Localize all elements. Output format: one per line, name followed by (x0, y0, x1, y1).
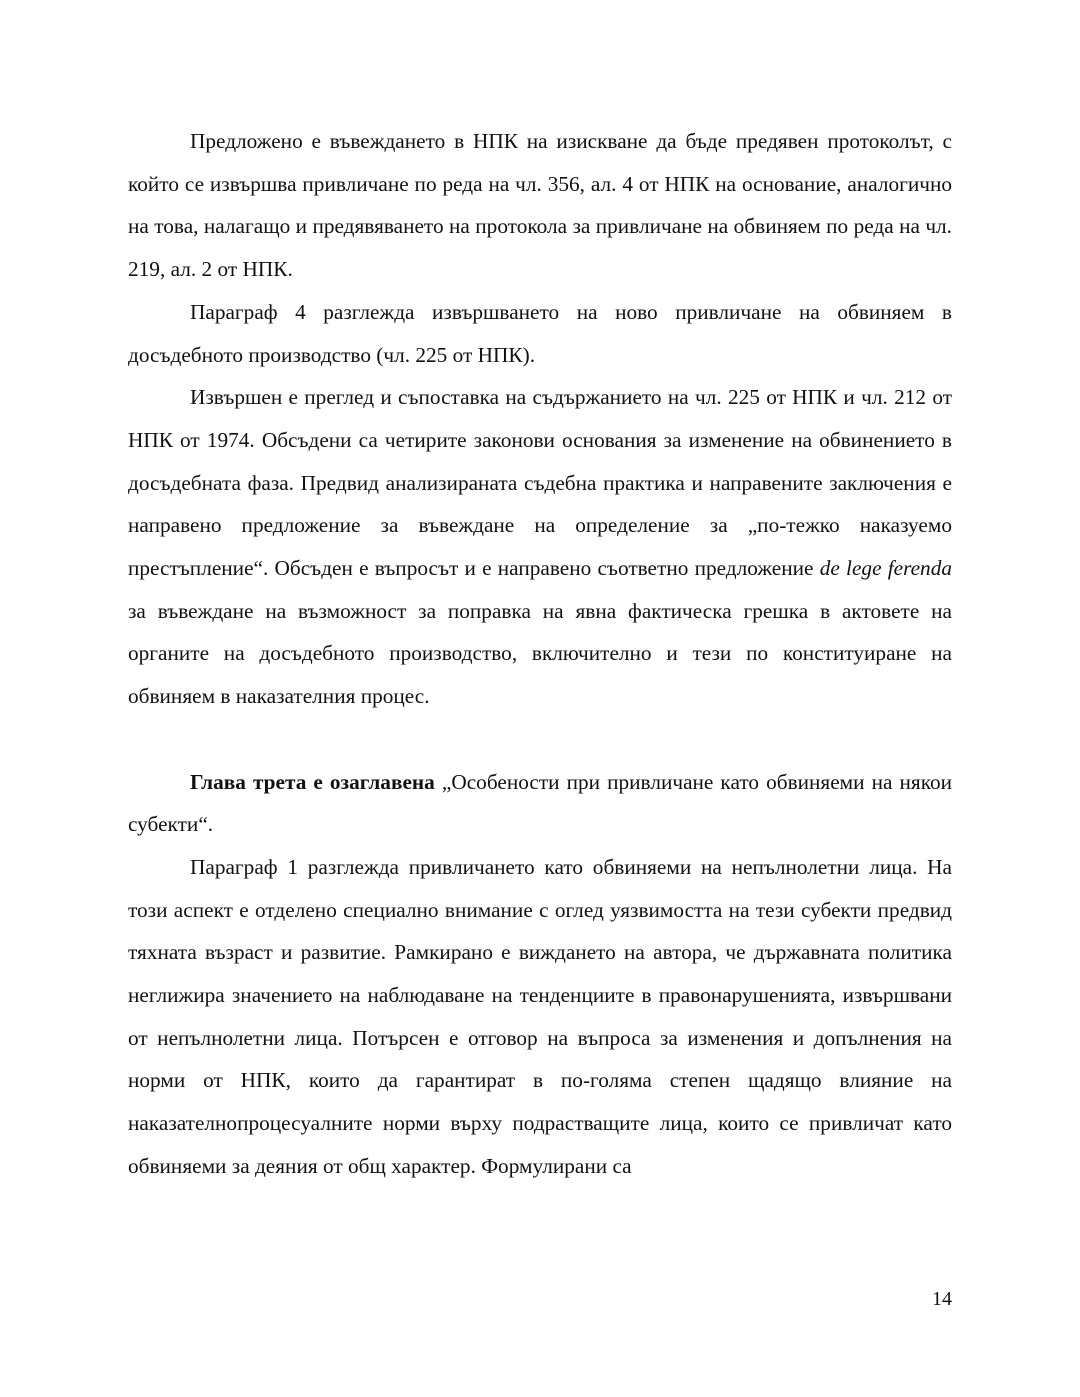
latin-phrase: de lege ferenda (819, 556, 952, 581)
paragraph-3-lead: Извършен е преглед и съпоставка на съдържанието на чл. 225 от НПК и чл. 212 от НПК от 1974. Обсъдени са четирите законови основания за изменение на обвинението в досъдебната фаза. Предвид анализираната съдебна практика и направените заключения е направено предложение за въвеждане на определение за „по-тежко наказуемо престъпление“. Обсъден е въпросът и е направено съответно предложение (128, 385, 952, 581)
paragraph-3-tail: за въвеждане на възможност за поправка на явна фактическа грешка в актовете на органите на досъдебното производство, включително и тези по конституиране на обвиняем в наказателния процес. (128, 598, 952, 709)
paragraph-2: Параграф 4 разглежда извършването на ново привличане на обвиняем в досъдебното производство (чл. 225 от НПК). (128, 299, 952, 367)
paragraph-3 (128, 376, 952, 718)
paragraph-1: Предложено е въвеждането в НПК на изискване да бъде предявен протоколът, с който се извършва привличане по реда на чл. 356, ал. 4 от НПК на основание, аналогично на това, налагащо и предявяването на протокола за привличане на обвиняем по реда на чл. 219, ал. 2 от НПК. (128, 129, 952, 282)
chapter-three-label: Глава трета е озаглавена (190, 769, 435, 794)
paragraph-5: Параграф 1 разглежда привличането като обвиняеми на непълнолетни лица. На този аспект е отделено специално внимание с оглед уязвимостта на тези субекти предвид тяхната възраст и развитие. Рамкирано е виждането на автора, че държавната политика неглижира значението на наблюдаване на тенденциите в правонарушенията, извършвани от непълнолетни лица. Потърсен е отговор на въпроса за изменения и допълнения на норми от НПК, които да гарантират в по-голяма степен щадящо влияние на наказателнопроцесуалните норми върху подрастващите лица, които се привличат като обвиняеми за деяния от общ характер. Формулирани са (128, 854, 952, 1178)
page-number: 14 (932, 1288, 952, 1310)
chapter-three-heading (128, 761, 952, 846)
document-body (128, 120, 952, 1188)
chapter-three-title: „Особености при привличане като обвиняеми на някои субекти“. (128, 769, 953, 837)
